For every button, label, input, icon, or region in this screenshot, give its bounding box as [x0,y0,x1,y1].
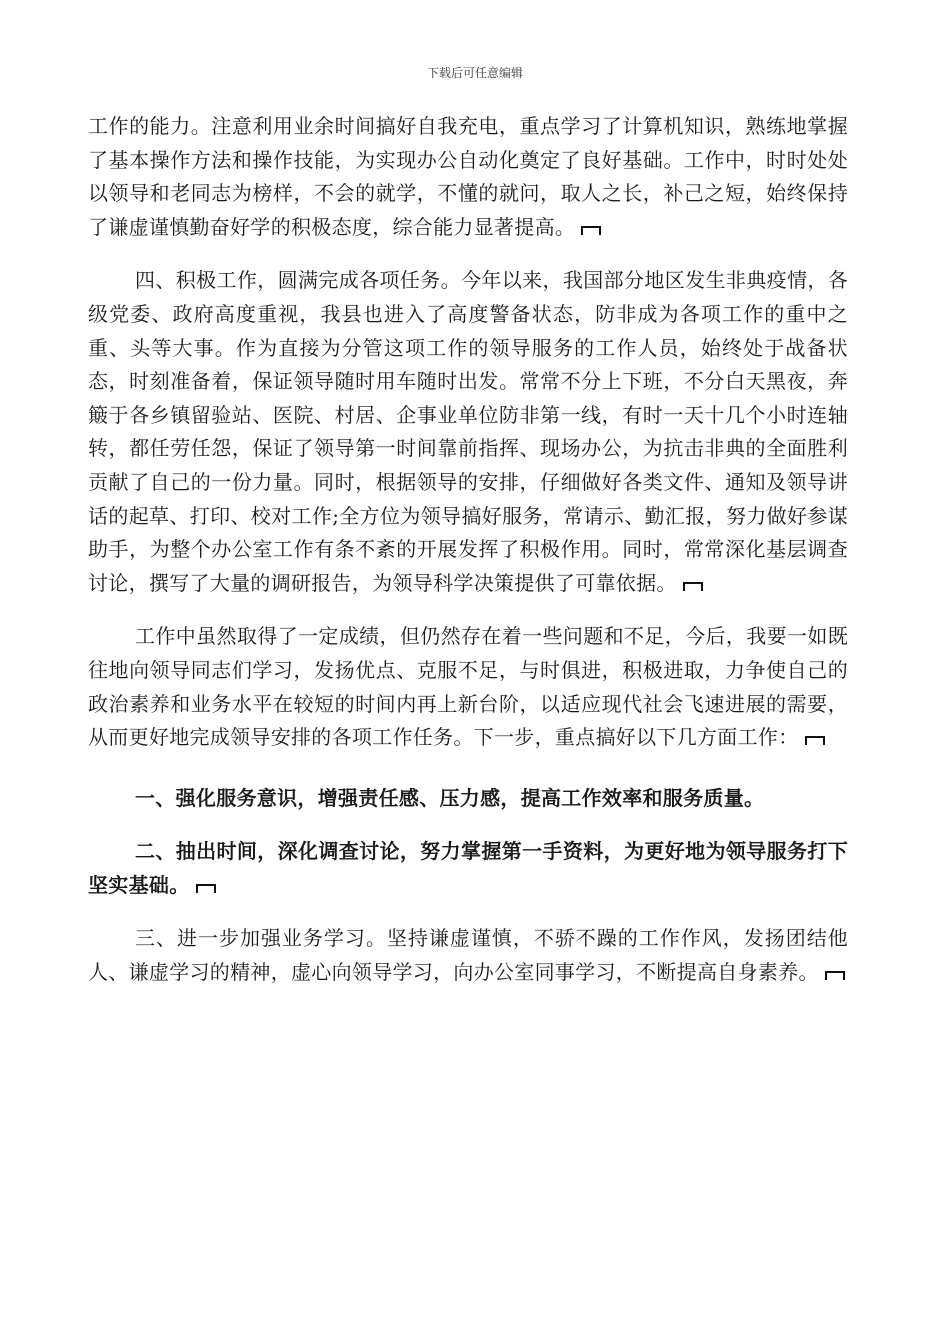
paragraph-mark-icon [683,582,703,591]
paragraph-mark-icon [805,736,825,745]
paragraph-6-text: 三、进一步加强业务学习。坚持谦虚谨慎，不骄不躁的工作作风，发扬团结他人、谦虚学习的精神，虚心向领导学习，向办公室同事学习，不断提高自身素养。 [88,926,848,985]
paragraph-mark-icon [581,226,601,235]
paragraph-mark-icon [825,971,845,980]
paragraph-5 [88,835,848,902]
paragraph-mark-icon [196,884,216,893]
page-header: 下载后可任意编辑 [426,66,523,80]
paragraph-4-text: 一、强化服务意识，增强责任感、压力感，提高工作效率和服务质量。 [135,785,765,810]
paragraph-2-text: 四、积极工作，圆满完成各项任务。今年以来，我国部分地区发生非典疫情，各级党委、政府高度重视，我县也进入了高度警备状态，防非成为各项工作的重中之重、头等大事。作为直接为分管这项工作的领导服务的工作人员，始终处于战备状态，时刻准备着，保证领导随时用车随时出发。常常不分上下班，不分白天黑夜，奔簸于各乡镇留验站、医院、村居、企事业单位防非第一线，有时一天十几个小时连轴转，都任劳任怨，保证了领导第一时间靠前指挥、现场办公，为抗击非典的全面胜利贡献了自己的一份力量。同时，根据领导的安排，仔细做好各类文件、通知及领导讲话的起草、打印、校对工作;全方位为领导搞好服务，常请示、勤汇报，努力做好参谋助手，为整个办公室工作有条不紊的开展发挥了积极作用。同时，常常深化基层调查讨论，撰写了大量的调研报告，为领导科学决策提供了可靠依据。 [88,268,848,595]
paragraph-4 [88,782,848,816]
paragraph-3-text: 工作中虽然取得了一定成绩，但仍然存在着一些问题和不足，今后，我要一如既往地向领导同志们学习，发扬优点、克服不足，与时俱进，积极进取，力争使自己的政治素养和业务水平在较短的时间内再上新台阶，以适应现代社会飞速进展的需要，从而更好地完成领导安排的各项工作任务。下一步，重点搞好以下几方面工作： [88,624,848,750]
document-body [88,110,848,990]
paragraph-1 [88,110,848,244]
paragraph-2 [88,264,848,600]
paragraph-5-text: 二、抽出时间，深化调查讨论，努力掌握第一手资料，为更好地为领导服务打下坚实基础。 [88,839,848,897]
paragraph-3 [88,620,848,754]
paragraph-6 [88,922,848,989]
paragraph-1-text: 工作的能力。注意利用业余时间搞好自我充电，重点学习了计算机知识，熟练地掌握了基本操作方法和操作技能，为实现办公自动化奠定了良好基础。工作中，时时处处以领导和老同志为榜样，不会的就学，不懂的就问，取人之长，补己之短，始终保持了谦虚谨慎勤奋好学的积极态度，综合能力显著提高。 [88,114,848,239]
